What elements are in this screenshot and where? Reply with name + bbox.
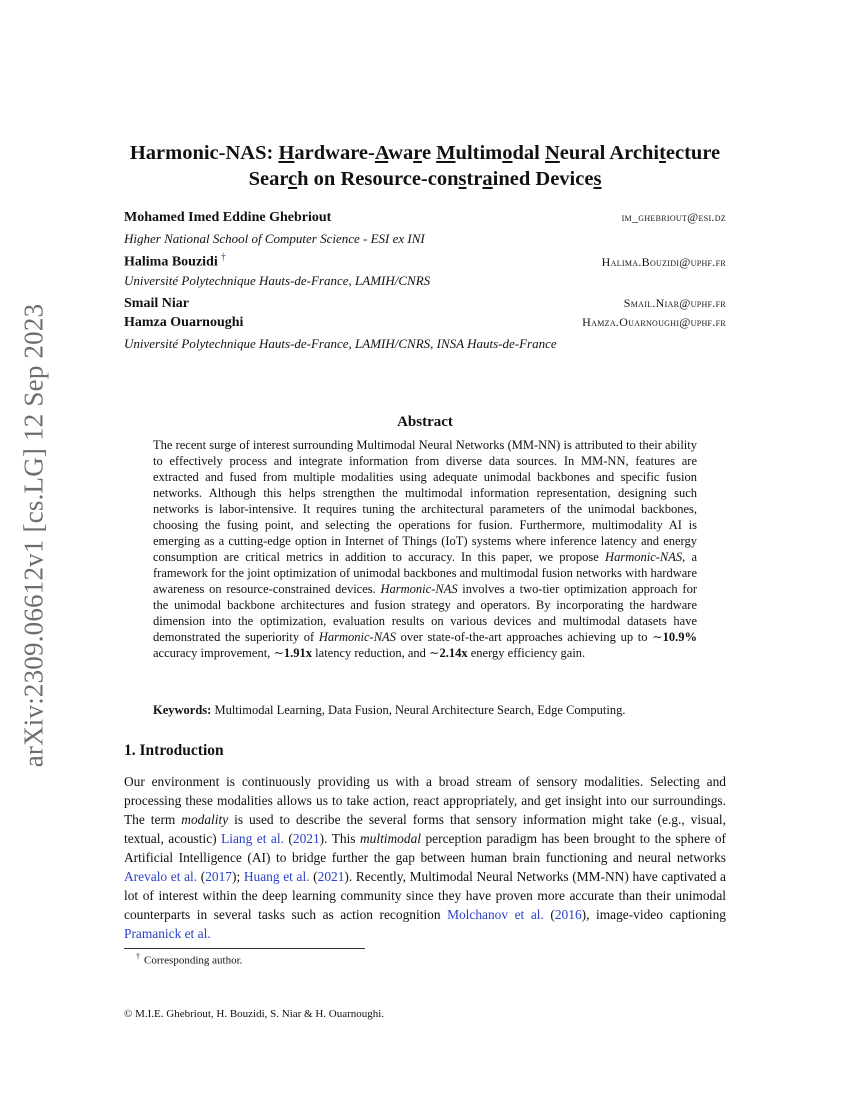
title-underlined-letter: c xyxy=(288,168,298,190)
energy-gain: 2.14x xyxy=(439,646,468,660)
latency-gain: 1.91x xyxy=(283,646,313,660)
abstract-text: The recent surge of interest surrounding Multimodal Neural Networks (MM-NN) is attributed to their ability to effectively process and integrate information from diverse data sources. In MM-NN, features are extracted and fused from multiple modalities using adequate unimodal backbones and specific fusion networks. Although this helps strengthen the multimodal information representation, designing such networks is labor-intensive. It requires tuning the architectural parameters of the unimodal backbones, choosing the fusing point, and selecting the operations for fusion. Furthermore, multimodality AI is emerging as a cutting-edge option in Internet of Things (IoT) systems where inference latency and energy consumption are critical metrics in addition to accuracy. In this paper, we propose Harmonic-NAS, a framework for the joint optimization of unimodal backbones and multimodal fusion networks with hardware awareness on resource-constrained devices. Harmonic-NAS involves a two-tier optimization approach for the unimodal backbone architectures and fusion strategy and operators. By incorporating the hardware dimension into the optimization, evaluation results on various devices and multimodal datasets have demonstrated the superiority of Harmonic-NAS over state-of-the-art approaches achieving up to ∼10.9% accuracy improvement, ∼1.91x latency reduction, and ∼2.14x energy efficiency gain. xyxy=(153,438,697,660)
author-name: Smail Niar xyxy=(124,296,189,311)
arxiv-side-stamp xyxy=(10,295,58,775)
accuracy-gain: 10.9% xyxy=(662,630,697,644)
author-group-3 xyxy=(124,296,726,353)
author-row xyxy=(124,315,726,334)
author-name xyxy=(124,252,226,271)
title-underlined-letter: N xyxy=(544,142,560,164)
citation-link[interactable]: Molchanov et al. xyxy=(447,907,544,922)
system-name: Harmonic-NAS xyxy=(605,550,683,564)
title-underlined-letter: s xyxy=(458,168,467,190)
title-segment: tr xyxy=(466,168,483,190)
citation-year-link[interactable]: 2017 xyxy=(205,869,232,884)
title-segment: ecture xyxy=(665,142,721,164)
paper-title xyxy=(110,140,740,192)
title-segment: Sear xyxy=(248,168,289,190)
title-underlined-letter: H xyxy=(278,142,295,164)
citation-link[interactable]: Liang et al. xyxy=(221,831,284,846)
author-email[interactable]: Halima.Bouzidi@uphf.fr xyxy=(601,254,726,269)
abstract-heading: Abstract xyxy=(397,414,453,430)
footnote-mark: † xyxy=(136,952,140,961)
title-line-2 xyxy=(110,166,740,192)
author-affiliation: Université Polytechnique Hauts-de-France, LAMIH/CNRS, INSA Hauts-de-France xyxy=(124,336,557,351)
author-affiliation: Higher National School of Computer Science - ESI ex INI xyxy=(124,231,425,246)
author-name: Hamza Ouarnoughi xyxy=(124,315,244,330)
footnote-text: Corresponding author. xyxy=(144,954,243,967)
citation-link[interactable]: Huang et al. xyxy=(243,869,310,884)
footnote-divider xyxy=(124,948,365,949)
copyright-notice: © M.I.E. Ghebriout, H. Bouzidi, S. Niar & H. Ouarnoughi. xyxy=(124,1008,385,1020)
author-affiliation: Université Polytechnique Hauts-de-France, LAMIH/CNRS xyxy=(124,273,431,288)
keywords xyxy=(153,702,697,718)
footnote xyxy=(136,952,242,967)
title-underlined-letter: r xyxy=(413,142,422,164)
title-segment: ultim xyxy=(455,142,503,164)
section-heading-introduction: 1. Introduction xyxy=(124,742,224,759)
corresponding-author-mark[interactable]: † xyxy=(220,252,226,263)
author-name-text: Halima Bouzidi xyxy=(124,254,218,270)
author-name: Mohamed Imed Eddine Ghebriout xyxy=(124,210,332,225)
title-segment: Harmonic-NAS: xyxy=(129,142,279,164)
author-row xyxy=(124,296,726,315)
title-segment: wa xyxy=(388,142,414,164)
keywords-label: Keywords: xyxy=(153,703,212,717)
keywords-text: Multimodal Learning, Data Fusion, Neural Architecture Search, Edge Computing. xyxy=(214,703,626,717)
citation-link[interactable]: Arevalo et al. xyxy=(124,869,198,884)
title-segment: ined Device xyxy=(492,168,594,190)
author-group-2 xyxy=(124,252,726,290)
title-underlined-letter: a xyxy=(482,168,493,190)
citation-link[interactable]: Pramanick et al. xyxy=(124,926,211,941)
system-name: Harmonic-NAS xyxy=(380,582,458,596)
title-underlined-letter: t xyxy=(659,142,666,164)
title-segment: e xyxy=(421,142,437,164)
title-line-1 xyxy=(110,140,740,166)
title-underlined-letter: M xyxy=(436,142,456,164)
system-name: Harmonic-NAS xyxy=(318,630,396,644)
author-row xyxy=(124,210,726,229)
title-underlined-letter: s xyxy=(593,168,602,190)
citation-year-link[interactable]: 2016 xyxy=(554,907,582,922)
author-group-1 xyxy=(124,210,726,248)
introduction-text: Our environment is continuously providing us with a broad stream of sensory modalities. Selecting and processing these modalities allows us to take action, react appropriately, and get insight into our surroundings. The term modality is used to describe the several forms that sensory information might take (e.g., visual, textual, acoustic) Liang et al. (2021). This multimodal perception paradigm has been brought to the sphere of Artificial Intelligence (AI) to bridge further the gap between human brain functioning and neural networks Arevalo et al. (2017); Huang et al. (2021). Recently, Multimodal Neural Networks (MM-NN) have captivated a lot of interest within the deep learning community since they have proven more accurate than their unimodal counterparts in several tasks such as action recognition Molchanov et al. (2016), image-video captioning Pramanick et al. xyxy=(124,774,726,941)
title-segment: h on Resource-con xyxy=(297,168,459,190)
title-segment: ardware- xyxy=(294,142,375,164)
author-email[interactable]: Hamza.Ouarnoughi@uphf.fr xyxy=(582,315,726,329)
author-email[interactable]: im_ghebriout@esi.dz xyxy=(621,210,726,224)
title-segment: dal xyxy=(512,142,545,164)
citation-year-link[interactable]: 2021 xyxy=(292,831,320,846)
title-underlined-letter: o xyxy=(502,142,513,164)
author-row xyxy=(124,252,726,271)
arxiv-identifier: arXiv:2309.06612v1 [cs.LG] 12 Sep 2023 xyxy=(18,303,49,767)
citation-year-link[interactable]: 2021 xyxy=(317,869,345,884)
author-email[interactable]: Smail.Niar@uphf.fr xyxy=(623,296,726,310)
title-underlined-letter: A xyxy=(374,142,389,164)
title-segment: eural Archi xyxy=(559,142,660,164)
